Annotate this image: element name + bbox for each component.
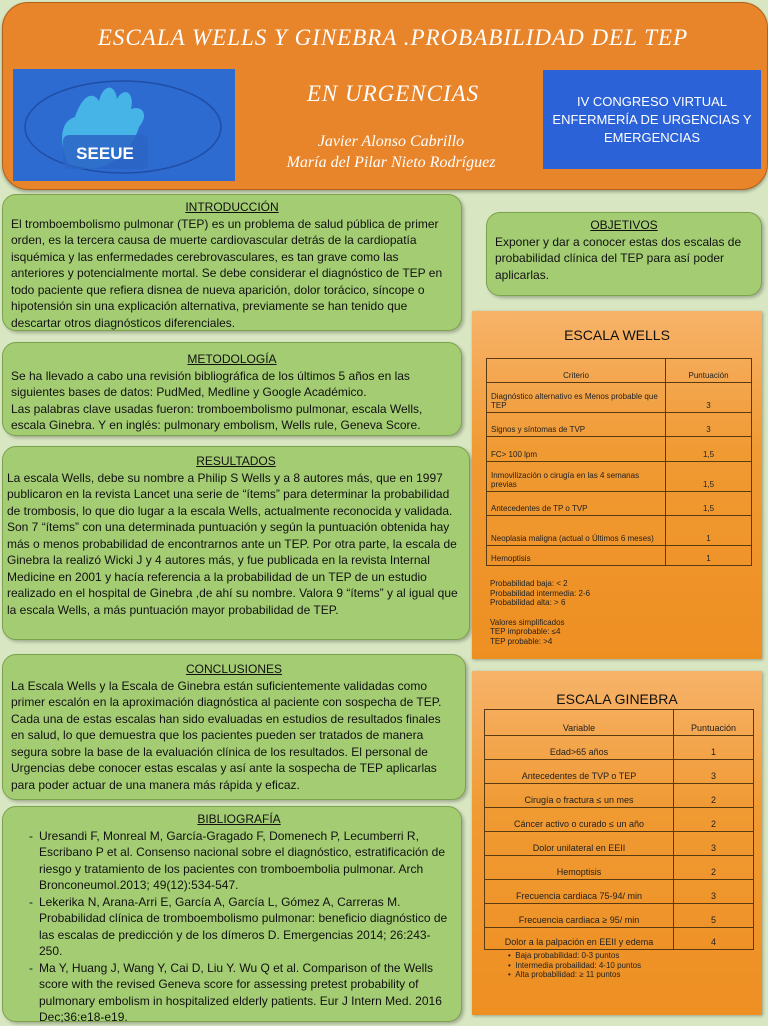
wells-criterio: Hemoptisis	[487, 546, 666, 566]
ginebra-puntos: 2	[674, 784, 754, 808]
bibliografia-item: - Ma Y, Huang J, Wang Y, Cai D, Liu Y. Wu Q et al. Comparison of the Wells score with the revised Geneva score for assessing pretest probability of pulmonary embolism in hospitalized elderly patients. Eur J Intern Med. 2016 Dec;36:e18-e19.	[39, 960, 453, 1026]
wells-note: TEP improbable: ≤4	[490, 627, 561, 636]
metodologia-heading: METODOLOGÍA	[187, 352, 277, 366]
objetivos-heading: OBJETIVOS	[590, 218, 658, 232]
ginebra-puntos: 4	[674, 928, 754, 950]
congress-box	[543, 70, 761, 169]
wells-criterio: FC> 100 lpm	[487, 437, 666, 462]
ginebra-note: • Alta probabilidad: ≥ 11 puntos	[508, 970, 621, 979]
wells-criterio: Neoplasia maligna (actual o Últimos 6 meses)	[487, 516, 666, 546]
ginebra-col-variable: Variable	[485, 710, 674, 736]
wells-row	[487, 437, 752, 462]
ginebra-header-row	[485, 710, 754, 736]
wells-note-spacer	[490, 608, 590, 618]
wells-col-puntuacion: Puntuación	[666, 359, 752, 383]
ginebra-variable: Edad>65 años	[485, 736, 674, 760]
ginebra-row	[485, 928, 754, 950]
wells-note: Probabilidad alta: > 6	[490, 598, 566, 607]
authors	[253, 131, 529, 173]
metodologia-text-2: Las palabras clave usadas fueron: tromboembolismo pulmonar, escala Wells, escala Ginebra. Y en inglés: pulmonary embolism, Wells rule, Geneva Score.	[11, 401, 423, 432]
ginebra-col-puntuacion: Puntuación	[674, 710, 754, 736]
ginebra-row	[485, 760, 754, 784]
ginebra-row	[485, 736, 754, 760]
wells-puntos: 1	[666, 516, 752, 546]
poster-header	[2, 2, 768, 190]
wells-notes	[490, 579, 590, 646]
conclusiones-text: La Escala Wells y la Escala de Ginebra están suficientemente validadas como primer escalón en la aproximación diagnóstica al paciente con sospecha de TEP. Cada una de estas escalas han sido evaluadas en estudios de resultados finales en salud, lo que demuestra que los pacientes pueden ser tratados de manera segura sobre la base de la evaluación clínica de los resultados. El personal de Urgencias debe conocer estas escalas y así ante la sospecha de TEP aplicarlas para poder actuar de una manera más rápida y eficaz.	[11, 678, 442, 792]
ginebra-row	[485, 832, 754, 856]
wells-puntos: 3	[666, 413, 752, 437]
wells-note: Probabilidad intermedia: 2-6	[490, 588, 591, 598]
poster-title-line1: ESCALA WELLS Y GINEBRA .PROBABILIDAD DEL TEP	[97, 25, 689, 50]
wells-puntos: 1	[666, 546, 752, 566]
ginebra-table	[484, 709, 754, 950]
ginebra-row	[485, 784, 754, 808]
ginebra-puntos: 5	[674, 904, 754, 928]
objetivos-section	[486, 212, 762, 296]
wells-criterio: Inmovilización o cirugía en las 4 semanas previas	[487, 462, 666, 492]
wells-row	[487, 492, 752, 516]
author-2: María del Pilar Nieto Rodríguez	[286, 154, 496, 171]
intro-heading: INTRODUCCIÓN	[185, 200, 279, 214]
wells-puntos: 1,5	[666, 462, 752, 492]
wells-title: ESCALA WELLS	[564, 327, 670, 343]
ginebra-puntos: 1	[674, 736, 754, 760]
author-1: Javier Alonso Cabrillo	[317, 133, 465, 150]
ginebra-puntos: 3	[674, 760, 754, 784]
conclusiones-heading: CONCLUSIONES	[185, 662, 283, 676]
wells-header-row	[487, 359, 752, 383]
wells-row	[487, 516, 752, 546]
resultados-heading: RESULTADOS	[196, 454, 276, 468]
ginebra-variable: Dolor unilateral en EEII	[485, 832, 674, 856]
conclusiones-section	[2, 654, 466, 800]
metodologia-text-1: Se ha llevado a cabo una revisión bibliográfica de los últimos 5 años en las siguientes bases de datos: PudMed, Medline y Google Académico.	[11, 368, 410, 399]
bibliografia-list	[25, 828, 453, 1026]
ginebra-puntos: 2	[674, 856, 754, 880]
objetivos-text: Exponer y dar a conocer estas dos escalas de probabilidad clínica del TEP para así poder aplicarlas.	[495, 234, 742, 282]
wells-row	[487, 413, 752, 437]
wells-criterio: Diagnóstico alternativo es Menos probable que TEP	[487, 383, 666, 413]
wells-note: Probabilidad baja: < 2	[490, 579, 568, 588]
ginebra-variable: Antecedentes de TVP o TEP	[485, 760, 674, 784]
wells-puntos: 1,5	[666, 437, 752, 462]
ginebra-variable: Frecuencia cardiaca 75-94/ min	[485, 880, 674, 904]
hand-logo-icon	[13, 69, 235, 181]
escala-wells-panel	[472, 311, 762, 659]
wells-puntos: 3	[666, 383, 752, 413]
ginebra-puntos: 3	[674, 832, 754, 856]
wells-row	[487, 546, 752, 566]
wells-note: Valores simplificados	[490, 617, 565, 627]
resultados-text: La escala Wells, debe su nombre a Philip S Wells y a 8 autores más, que en 1997 publicaron en la revista Lancet una serie de “ítems” para determinar la probabilidad de trombosis, lo que dio lugar a la escala Wells, actualmente reconocida y validada. Son 7 “ítems” con una determinada puntuación y según la puntuación obtenida hay más o menos probabilidad de encontrarnos ante un TEP. Por otra parte, la escala de Ginebra la realizó Wicki J y 4 autores más, y fue publicada en la revista Internal Medicine en 2001 y hacía referencia a la probabilidad de un TEP de un estudio realizado en el hospital de Ginebra ,de ahí su nombre. Valora 9 “ítems” y al igual que la escala Wells, a más puntuación mayor probabilidad de TEP.	[7, 470, 458, 617]
poster-title-line2: EN URGENCIAS	[306, 81, 480, 106]
ginebra-note: • Baja probabilidad: 0-3 puntos	[508, 951, 620, 960]
logo-text: SEEUE	[76, 144, 134, 163]
wells-table	[486, 358, 752, 566]
congress-text: IV CONGRESO VIRTUAL ENFERMERÍA DE URGENCIAS Y EMERGENCIAS	[552, 93, 752, 145]
intro-text: El tromboembolismo pulmonar (TEP) es un problema de salud pública de primer orden, es la tercera causa de muerte cardiovascular detrás de la cardiopatía isquémica y las enfermedades cerebrovasculares, es tan grave como las anteriores y potencialmente mortal. Se debe considerar el diagnóstico de TEP en todo paciente que refiera disnea de nueva aparición, dolor torácico, síncope o hipotensión sin una explicación alternativa, previamente se han tenido que descartar otros diagnósticos diferenciales.	[11, 216, 443, 330]
wells-criterio: Signos y síntomas de TVP	[487, 413, 666, 437]
bibliografia-section	[2, 806, 462, 1022]
wells-row	[487, 462, 752, 492]
resultados-section	[2, 446, 470, 640]
wells-note: TEP probable: >4	[490, 636, 553, 646]
ginebra-variable: Cirugía o fractura ≤ un mes	[485, 784, 674, 808]
ginebra-row	[485, 904, 754, 928]
metodologia-section	[2, 342, 462, 436]
ginebra-row	[485, 856, 754, 880]
escala-ginebra-panel	[472, 671, 762, 1015]
ginebra-variable: Cáncer activo o curado ≤ un año	[485, 808, 674, 832]
ginebra-row	[485, 808, 754, 832]
wells-col-criterio: Criterio	[487, 359, 666, 383]
ginebra-row	[485, 880, 754, 904]
ginebra-variable: Hemoptisis	[485, 856, 674, 880]
ginebra-variable: Dolor a la palpación en EEII y edema	[485, 928, 674, 950]
wells-row	[487, 383, 752, 413]
bibliografia-heading: BIBLIOGRAFÍA	[197, 812, 281, 826]
ginebra-title: ESCALA GINEBRA	[556, 691, 678, 707]
seeue-logo	[13, 69, 235, 181]
ginebra-puntos: 2	[674, 808, 754, 832]
wells-puntos: 1,5	[666, 492, 752, 516]
ginebra-variable: Frecuencia cardiaca ≥ 95/ min	[485, 904, 674, 928]
wells-criterio: Antecedentes de TP o TVP	[487, 492, 666, 516]
ginebra-notes	[508, 951, 641, 980]
ginebra-note: • Intermedia probailidad: 4-10 puntos	[508, 960, 642, 970]
bibliografia-item: - Lekerika N, Arana-Arri E, García A, García L, Gómez A, Carreras M. Probabilidad clínica de tromboembolismo pulmonar: beneficio diagnóstico de las escalas de predicción y de los dímeros D. Emergencias 2014; 26:243-250.	[39, 894, 453, 960]
intro-section	[2, 194, 462, 331]
ginebra-puntos: 3	[674, 880, 754, 904]
bibliografia-item: - Uresandi F, Monreal M, García-Gragado F, Domenech P, Lecumberri R, Escribano P et al. Consenso nacional sobre el diagnóstico, estratificación de riesgo y tratamiento de los pacientes con tromboembolia pulmonar. Arch Bronconeumol.2013; 49(12):534-547.	[39, 828, 453, 894]
